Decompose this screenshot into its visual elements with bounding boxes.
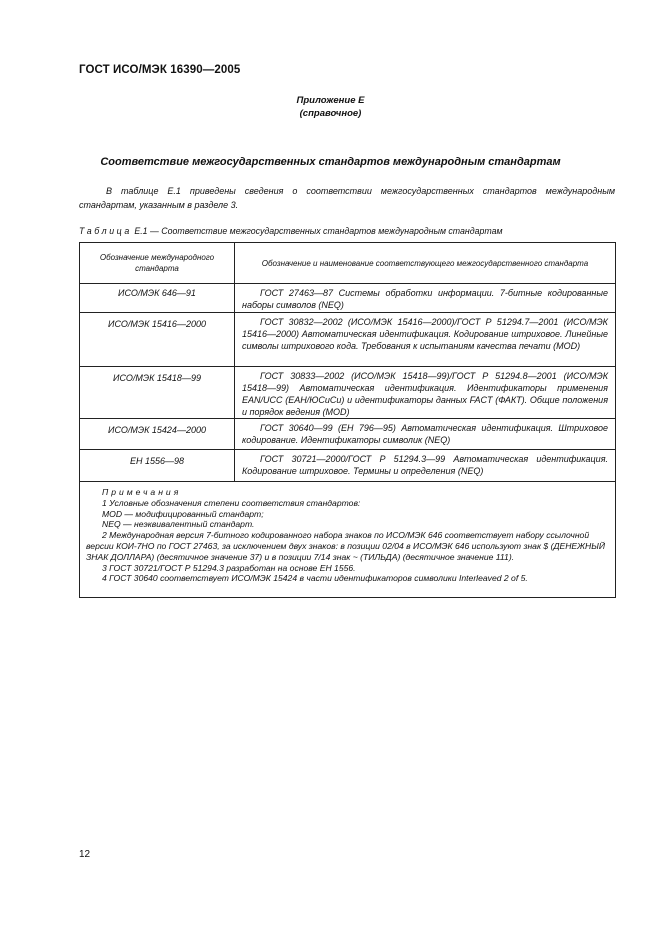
note-item: NEQ — неэквивалентный стандарт.	[102, 519, 255, 530]
section-title: Соответствие межгосударственных стандартов международным стандартам	[100, 156, 561, 168]
note-item: 1 Условные обозначения степени соответствия стандартов:	[102, 497, 361, 508]
intro-text: В таблице Е.1 приведены сведения о соответствии межгосударственных стандартов международным стандартам, указанным в разделе 3.	[79, 186, 615, 210]
annex-heading	[79, 94, 582, 120]
row-divider	[80, 418, 615, 419]
column-divider	[234, 243, 235, 482]
table-cell-national-text: ГОСТ 30833—2002 (ИСО/МЭК 15418—99)/ГОСТ Р 51294.8—2001 (ИСО/МЭК 15418—99) Автоматическая идентификация. Идентификаторы применения EAN/UCC (ЕАН/ЮСиСи) и идентификаторы данных FACT (ФАКТ). Общие положения и порядок ведения (MOD)	[242, 371, 608, 417]
table-caption-label: Таблица	[79, 226, 132, 236]
correspondence-table	[79, 242, 616, 598]
table-caption-text: Е.1 — Соответствие межгосударственных стандартов международным стандартам	[131, 226, 503, 236]
table-cell-national	[242, 453, 608, 477]
table-caption	[79, 226, 503, 236]
row-divider	[80, 366, 615, 367]
row-divider	[80, 449, 615, 450]
table-cell-national-text: ГОСТ 27463—87 Системы обработки информации. 7-битные кодированные наборы символов (NEQ)	[242, 288, 608, 310]
table-cell-intl: ИСО/МЭК 15424—2000	[108, 425, 206, 435]
notes-heading: Примечания	[102, 487, 182, 497]
header-national-standard: Обозначение и наименование соответствующего межгосударственного стандарта	[261, 258, 589, 268]
table-notes	[86, 487, 610, 584]
table-cell-national-text: ГОСТ 30640—99 (ЕН 796—95) Автоматическая идентификация. Штриховое кодирование. Идентификаторы символик (NEQ)	[242, 423, 608, 445]
page-number: 12	[79, 849, 91, 860]
annex-subtitle: (справочное)	[299, 108, 362, 119]
table-cell-intl: ИСО/МЭК 15416—2000	[108, 319, 206, 329]
table-cell-national	[242, 422, 608, 446]
table-cell-national	[242, 316, 608, 352]
document-header: ГОСТ ИСО/МЭК 16390—2005	[79, 64, 241, 76]
table-cell-national	[242, 287, 608, 311]
row-divider	[80, 283, 615, 284]
annex-title: Приложение Е	[296, 95, 365, 106]
note-item: MOD — модифицированный стандарт;	[102, 508, 264, 519]
row-divider	[80, 312, 615, 313]
table-cell-intl: ИСО/МЭК 15418—99	[113, 373, 201, 383]
table-cell-national-text: ГОСТ 30832—2002 (ИСО/МЭК 15416—2000)/ГОСТ Р 51294.7—2001 (ИСО/МЭК 15416—2000) Автоматическая идентификация. Кодирование штриховое. Линейные символы штрихового кода. Требования к испытаниям качества печати (MOD)	[242, 317, 608, 351]
header-intl-standard: Обозначение международного стандарта	[99, 253, 215, 273]
note-item: 4 ГОСТ 30640 соответствует ИСО/МЭК 15424 в части идентификаторов символики Interleaved 2 of 5.	[102, 573, 528, 584]
note-item: 2 Международная версия 7-битного кодированного набора знаков по ИСО/МЭК 646 соответствует набору ссылочной версии КОИ-7НО по ГОСТ 27463, за исключением двух знаков: в позиции 02/04 в ИСО/МЭК 646 используют знак $ (ДЕНЕЖНЫЙ ЗНАК ДОЛЛАРА) (десятичное значение 37) и в позиции 7/14 знак ~ (ТИЛЬДА) (десятичное значение 111).	[86, 530, 606, 562]
intro-paragraph	[79, 184, 615, 212]
row-divider	[80, 481, 615, 482]
note-item: 3 ГОСТ 30721/ГОСТ Р 51294.3 разработан на основе ЕН 1556.	[102, 562, 356, 573]
table-cell-intl: ИСО/МЭК 646—91	[118, 288, 196, 298]
table-cell-national-text: ГОСТ 30721—2000/ГОСТ Р 51294.3—99 Автоматическая идентификация. Кодирование штриховое. Термины и определения (NEQ)	[242, 454, 608, 476]
table-cell-national	[242, 370, 608, 418]
table-cell-intl: ЕН 1556—98	[129, 456, 185, 466]
